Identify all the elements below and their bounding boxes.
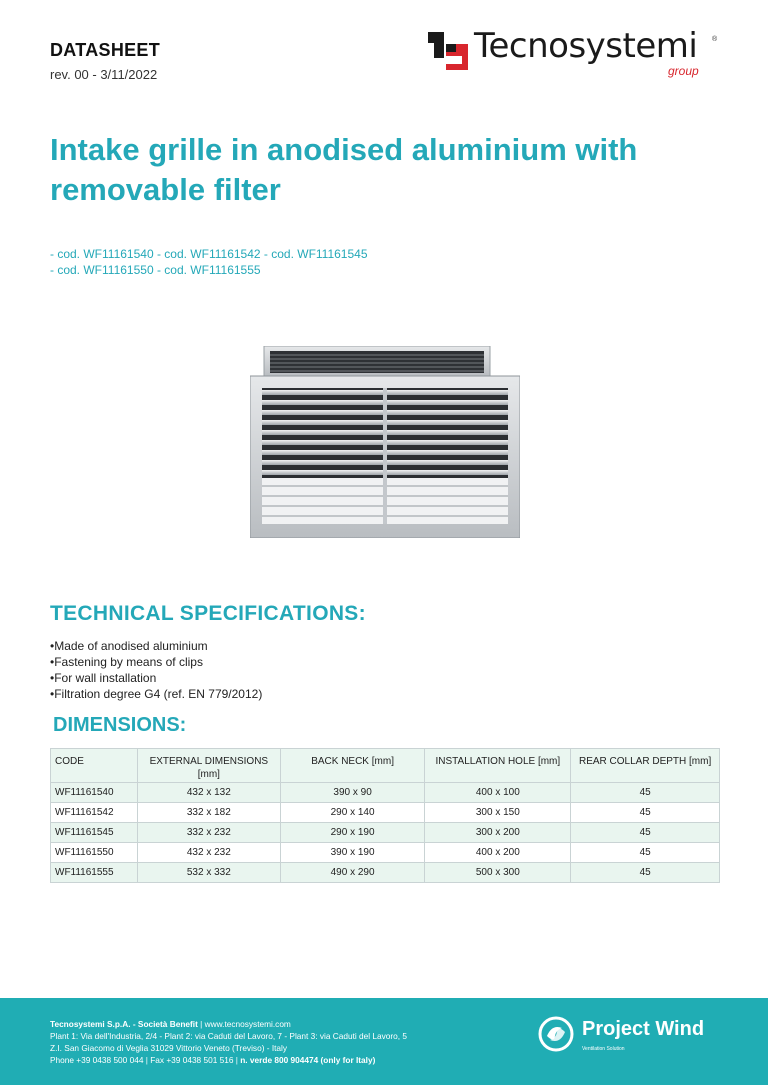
cell-collar-depth: 45: [571, 823, 720, 843]
cell-code: WF11161545: [51, 823, 138, 843]
list-item: • For wall installation: [50, 670, 262, 686]
cell-external: 532 x 332: [137, 863, 280, 883]
footer-phone: Phone +39 0438 500 044 | Fax +39 0438 501 516 |: [50, 1055, 241, 1065]
logo-registered: ®: [712, 36, 718, 43]
project-wind-swirl-icon: [538, 1016, 574, 1052]
cell-back-neck: 390 x 190: [280, 843, 425, 863]
footer: [0, 998, 768, 1085]
footer-website[interactable]: | www.tecnosystemi.com: [197, 1019, 291, 1029]
table-row: [51, 783, 720, 803]
cell-install-hole: 300 x 200: [425, 823, 571, 843]
column-header-external: EXTERNAL DIMENSIONS [mm]: [137, 749, 280, 783]
project-wind-logo: [538, 1016, 738, 1060]
cell-external: 432 x 232: [137, 843, 280, 863]
tecnosystemi-logo: [428, 28, 728, 80]
cell-external: 332 x 232: [137, 823, 280, 843]
dimensions-table: [50, 748, 720, 883]
list-item: • Fastening by means of clips: [50, 654, 262, 670]
cell-code: WF11161555: [51, 863, 138, 883]
cell-install-hole: 400 x 200: [425, 843, 571, 863]
tecnosystemi-mark-icon: [428, 30, 468, 70]
footer-address: Z.I. San Giacomo di Veglia 31029 Vittorio Veneto (Treviso) - Italy: [50, 1043, 288, 1053]
cell-code: WF11161550: [51, 843, 138, 863]
cell-code: WF11161540: [51, 783, 138, 803]
footer-company: Tecnosystemi S.p.A. - Società Benefit: [50, 1019, 198, 1029]
table-row: [51, 863, 720, 883]
codes-line-1: - cod. WF11161540 - cod. WF11161542 - cod. WF11161545: [50, 247, 368, 261]
logo-name: Tecnosystemi: [474, 26, 698, 66]
page-title: Intake grille in anodised aluminium with removable filter: [50, 132, 638, 207]
list-item: • Filtration degree G4 (ref. EN 779/2012): [50, 686, 262, 702]
list-item: • Made of anodised aluminium: [50, 638, 262, 654]
tech-specs-list: [50, 638, 262, 702]
cell-install-hole: 300 x 150: [425, 803, 571, 823]
column-header-back-neck: BACK NECK [mm]: [280, 749, 425, 783]
table-header-row: [51, 749, 720, 783]
footer-contact: [50, 1018, 407, 1066]
cell-back-neck: 290 x 190: [280, 823, 425, 843]
cell-code: WF11161542: [51, 803, 138, 823]
revision: rev. 00 - 3/11/2022: [50, 67, 158, 82]
table-row: [51, 843, 720, 863]
cell-external: 432 x 132: [137, 783, 280, 803]
table-row: [51, 823, 720, 843]
project-wind-tagline: Ventilation Solution: [582, 1046, 625, 1052]
cell-back-neck: 390 x 90: [280, 783, 425, 803]
project-wind-name: Project Wind: [582, 1018, 705, 1040]
product-codes: [50, 246, 368, 278]
tech-specs-heading: TECHNICAL SPECIFICATIONS:: [50, 602, 366, 625]
column-header-code: CODE: [51, 749, 138, 783]
column-header-install-hole: INSTALLATION HOLE [mm]: [425, 749, 571, 783]
codes-line-2: - cod. WF11161550 - cod. WF11161555: [50, 263, 261, 277]
doc-type: DATASHEET: [50, 40, 161, 60]
intake-grille-image: [250, 346, 520, 538]
datasheet-header: [50, 40, 160, 82]
cell-collar-depth: 45: [571, 803, 720, 823]
column-header-collar-depth: REAR COLLAR DEPTH [mm]: [571, 749, 720, 783]
cell-install-hole: 400 x 100: [425, 783, 571, 803]
cell-install-hole: 500 x 300: [425, 863, 571, 883]
table-row: [51, 803, 720, 823]
cell-collar-depth: 45: [571, 863, 720, 883]
logo-group: group: [668, 64, 699, 78]
footer-plants: Plant 1: Via dell'Industria, 2/4 - Plant 2: via Caduti del Lavoro, 7 - Plant 3: via Caduti del Lavoro, 5: [50, 1031, 408, 1041]
cell-back-neck: 290 x 140: [280, 803, 425, 823]
dimensions-heading: DIMENSIONS:: [53, 714, 187, 736]
cell-back-neck: 490 x 290: [280, 863, 425, 883]
cell-collar-depth: 45: [571, 783, 720, 803]
cell-collar-depth: 45: [571, 843, 720, 863]
footer-toll-free: n. verde 800 904474 (only for Italy): [240, 1055, 376, 1065]
cell-external: 332 x 182: [137, 803, 280, 823]
